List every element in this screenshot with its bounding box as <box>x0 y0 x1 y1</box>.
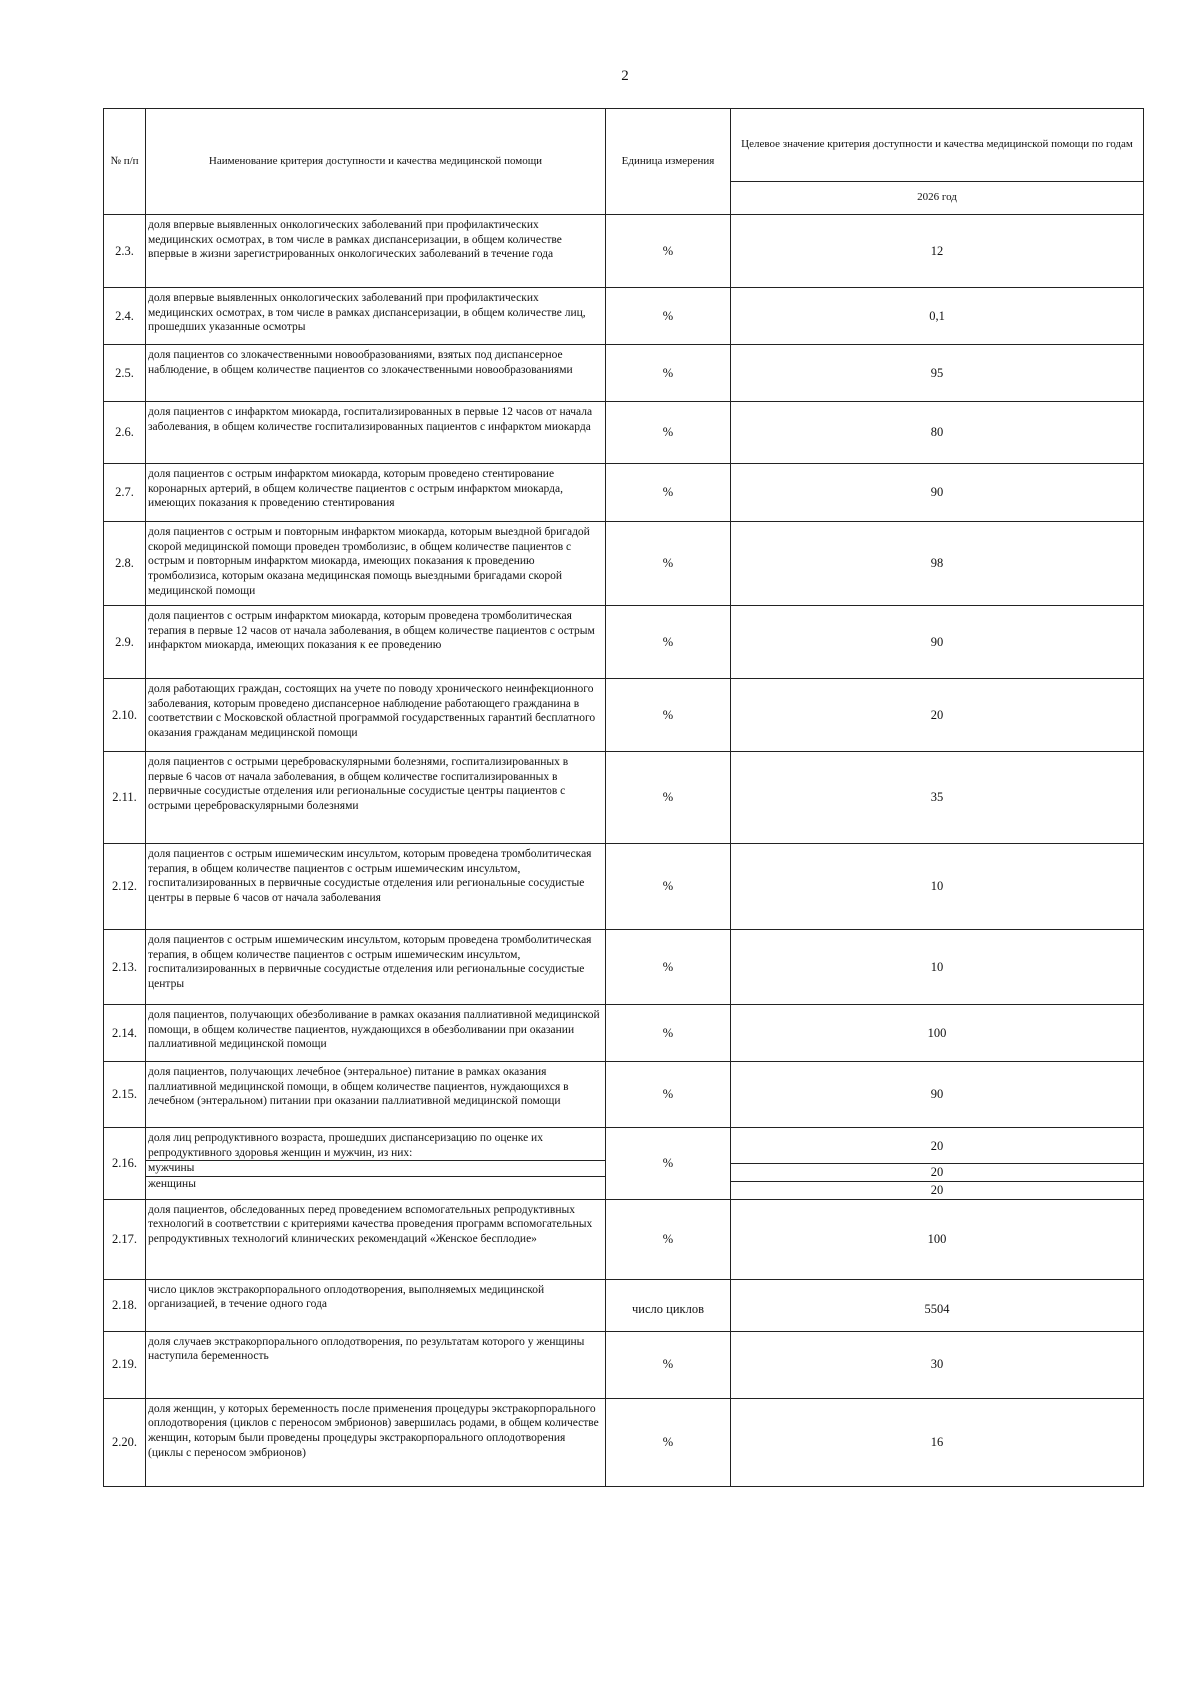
target-value-cell: 20 <box>731 679 1144 752</box>
table-row <box>104 1005 1144 1062</box>
target-value-cell: 35 <box>731 752 1144 844</box>
criterion-text: доля пациентов с острым ишемическим инсультом, которым проведена тромболитическая терапия, в общем количестве пациентов с острым ишемическим инсультом, госпитализированных в первичные сосудистые отделения или региональные сосудистые центры в первые 6 часов от начала заболевания <box>148 848 592 905</box>
target-value: 20 <box>731 1181 1143 1199</box>
table-row <box>104 288 1144 345</box>
criterion-name <box>146 1062 606 1128</box>
unit-cell: % <box>606 679 731 752</box>
header-number: № п/п <box>104 109 146 215</box>
unit-cell: % <box>606 606 731 679</box>
criterion-text: доля пациентов, получающих обезболивание в рамках оказания паллиативной медицинской помощи, в общем количестве пациентов, нуждающихся в обезболивании при оказании паллиативной медицинской помощи <box>148 1009 600 1051</box>
criterion-name <box>146 345 606 402</box>
unit-cell: % <box>606 1005 731 1062</box>
target-value: 20 <box>930 1139 944 1153</box>
page-number: 2 <box>621 68 629 84</box>
row-number: 2.4. <box>104 288 146 345</box>
target-value-cell <box>731 1128 1144 1200</box>
table-row <box>104 752 1144 844</box>
unit-cell: % <box>606 1331 731 1398</box>
table-row <box>104 1128 1144 1200</box>
table-row <box>104 844 1144 930</box>
row-number: 2.10. <box>104 679 146 752</box>
row-number: 2.6. <box>104 402 146 464</box>
header-target-value: Целевое значение критерия доступности и качества медицинской помощи по годам <box>731 109 1144 182</box>
target-value-cell: 30 <box>731 1331 1144 1398</box>
table-row <box>104 1398 1144 1486</box>
row-number: 2.18. <box>104 1279 146 1331</box>
criterion-text: число циклов экстракорпорального оплодотворения, выполняемых медицинской организацией, в течение одного года <box>148 1283 545 1311</box>
table-row <box>104 1331 1144 1398</box>
criterion-name <box>146 1398 606 1486</box>
row-number: 2.17. <box>104 1199 146 1279</box>
criterion-name <box>146 288 606 345</box>
unit-cell: % <box>606 1128 731 1200</box>
criterion-name <box>146 1128 606 1200</box>
criterion-name <box>146 930 606 1005</box>
criterion-text: доля пациентов, получающих лечебное (энтеральное) питание в рамках оказания паллиативной медицинской помощи, в общем количестве пациентов, нуждающихся в лечебном (энтеральном) питании при оказании паллиативной медицинской помощи <box>148 1066 569 1108</box>
criterion-text: доля впервые выявленных онкологических заболеваний при профилактических медицинских осмотрах, в том числе в рамках диспансеризации, в общем количестве впервые в жизни зарегистрированных онкологических заболеваний в течение года <box>148 219 562 261</box>
unit-cell: % <box>606 844 731 930</box>
criterion-name <box>146 606 606 679</box>
unit-cell: число циклов <box>606 1279 731 1331</box>
unit-cell: % <box>606 215 731 288</box>
criterion-text: доля пациентов с острым и повторным инфарктом миокарда, которым выездной бригадой скорой медицинской помощи проведен тромболизис, в общем количестве пациентов с острым и повторным инфарктом миокарда, имеющих показания к проведению тромболизиса, которым оказана медицинская помощь выездными бригадами скорой медицинской помощи <box>148 526 590 597</box>
criterion-text: доля пациентов с острым ишемическим инсультом, которым проведена тромболитическая терапия, в общем количестве пациентов с острым ишемическим инсультом, госпитализированных в первичные сосудистые отделения или региональные сосудистые центры <box>148 934 592 991</box>
row-number: 2.19. <box>104 1331 146 1398</box>
row-number: 2.16. <box>104 1128 146 1200</box>
criterion-name <box>146 1005 606 1062</box>
criterion-name <box>146 1331 606 1398</box>
target-value-cell: 90 <box>731 1062 1144 1128</box>
unit-cell: % <box>606 1398 731 1486</box>
unit-cell: % <box>606 402 731 464</box>
criterion-text: доля работающих граждан, состоящих на учете по поводу хронического неинфекционного заболевания, которым проведено диспансерное наблюдение работающего гражданина в соответствии с Московской областной программой государственных гарантий бесплатного оказания гражданам медицинской помощи <box>148 683 596 740</box>
criterion-text: доля пациентов с острыми цереброваскулярными болезнями, госпитализированных в первые 6 часов от начала заболевания, в общем количестве госпитализированных в первичные сосудистые отделения или региональные сосудистые центры пациентов с острыми цереброваскулярными болезнями <box>148 756 569 813</box>
target-value: 20 <box>731 1163 1143 1181</box>
header-criterion-name: Наименование критерия доступности и качества медицинской помощи <box>146 109 606 215</box>
criterion-text: доля женщин, у которых беременность после применения процедуры экстракорпорального оплодотворения (циклов с переносом эмбрионов) завершилась родами, в общем количестве женщин, которым были проведены процедуры экстракорпорального оплодотворения (циклы с переносом эмбрионов) <box>148 1402 599 1459</box>
unit-cell: % <box>606 1062 731 1128</box>
unit-cell: % <box>606 752 731 844</box>
row-number: 2.11. <box>104 752 146 844</box>
table-row <box>104 522 1144 606</box>
table-row <box>104 345 1144 402</box>
target-value-cell: 5504 <box>731 1279 1144 1331</box>
table-row <box>104 1062 1144 1128</box>
row-number: 2.9. <box>104 606 146 679</box>
criterion-name <box>146 1279 606 1331</box>
criterion-subitem: мужчины <box>146 1160 605 1176</box>
criterion-name <box>146 464 606 522</box>
row-number: 2.8. <box>104 522 146 606</box>
criterion-text: доля пациентов с инфарктом миокарда, госпитализированных в первые 12 часов от начала заболевания, в общем количестве госпитализированных пациентов с инфарктом миокарда <box>148 406 593 433</box>
table-row <box>104 679 1144 752</box>
unit-cell: % <box>606 288 731 345</box>
criterion-subitem: женщины <box>146 1176 605 1192</box>
table-row <box>104 606 1144 679</box>
criterion-text: доля пациентов с острым инфарктом миокарда, которым проведено стентирование коронарных артерий, в общем количестве пациентов с острым инфарктом миокарда, имеющих показания к проведению стентирования <box>148 468 563 510</box>
target-value-cell: 100 <box>731 1199 1144 1279</box>
header-unit: Единица измерения <box>606 109 731 215</box>
target-value-cell: 90 <box>731 606 1144 679</box>
table-row <box>104 930 1144 1005</box>
target-value-cell: 100 <box>731 1005 1144 1062</box>
table-row <box>104 402 1144 464</box>
table-row <box>104 1279 1144 1331</box>
row-number: 2.20. <box>104 1398 146 1486</box>
table-row <box>104 1199 1144 1279</box>
row-number: 2.12. <box>104 844 146 930</box>
unit-cell: % <box>606 464 731 522</box>
target-value-cell: 98 <box>731 522 1144 606</box>
criterion-text: доля впервые выявленных онкологических заболеваний при профилактических медицинских осмотрах, в том числе в рамках диспансеризации, в общем количестве лиц, прошедших указанные осмотры <box>148 292 586 334</box>
criterion-text: доля пациентов с острым инфарктом миокарда, которым проведена тромболитическая терапия в первые 12 часов от начала заболевания, в общем количестве пациентов с острым инфарктом миокарда, имеющих показания к ее проведению <box>148 610 595 652</box>
criterion-text: доля лиц репродуктивного возраста, прошедших диспансеризацию по оценке их репродуктивного здоровья женщин и мужчин, из них: <box>148 1132 543 1159</box>
unit-cell: % <box>606 345 731 402</box>
row-number: 2.5. <box>104 345 146 402</box>
target-value-cell: 95 <box>731 345 1144 402</box>
criterion-text: доля случаев экстракорпорального оплодотворения, по результатам которого у женщины наступила беременность <box>148 1335 585 1363</box>
unit-cell: % <box>606 1199 731 1279</box>
criterion-name <box>146 679 606 752</box>
row-number: 2.7. <box>104 464 146 522</box>
criterion-text: доля пациентов, обследованных перед проведением вспомогательных репродуктивных технологий в соответствии с критериями качества проведения программ вспомогательных репродуктивных технологий клинических рекомендаций «Женское бесплодие» <box>148 1203 593 1246</box>
criterion-name <box>146 752 606 844</box>
row-number: 2.15. <box>104 1062 146 1128</box>
target-value-cell: 90 <box>731 464 1144 522</box>
table-row <box>104 464 1144 522</box>
criteria-table <box>103 108 1144 1487</box>
target-value-cell: 80 <box>731 402 1144 464</box>
criterion-text: доля пациентов со злокачественными новообразованиями, взятых под диспансерное наблюдение, в общем количестве пациентов со злокачественными новообразованиями <box>148 349 573 376</box>
target-value-cell: 10 <box>731 930 1144 1005</box>
target-value-cell: 10 <box>731 844 1144 930</box>
unit-cell: % <box>606 522 731 606</box>
target-value-cell: 16 <box>731 1398 1144 1486</box>
table-body <box>104 215 1144 1487</box>
criterion-name <box>146 402 606 464</box>
criterion-name <box>146 844 606 930</box>
criterion-name <box>146 522 606 606</box>
target-value-cell: 0,1 <box>731 288 1144 345</box>
table-row <box>104 215 1144 288</box>
row-number: 2.13. <box>104 930 146 1005</box>
row-number: 2.3. <box>104 215 146 288</box>
unit-cell: % <box>606 930 731 1005</box>
criterion-name <box>146 1199 606 1279</box>
row-number: 2.14. <box>104 1005 146 1062</box>
header-year: 2026 год <box>731 182 1144 215</box>
criterion-name <box>146 215 606 288</box>
target-value-cell: 12 <box>731 215 1144 288</box>
